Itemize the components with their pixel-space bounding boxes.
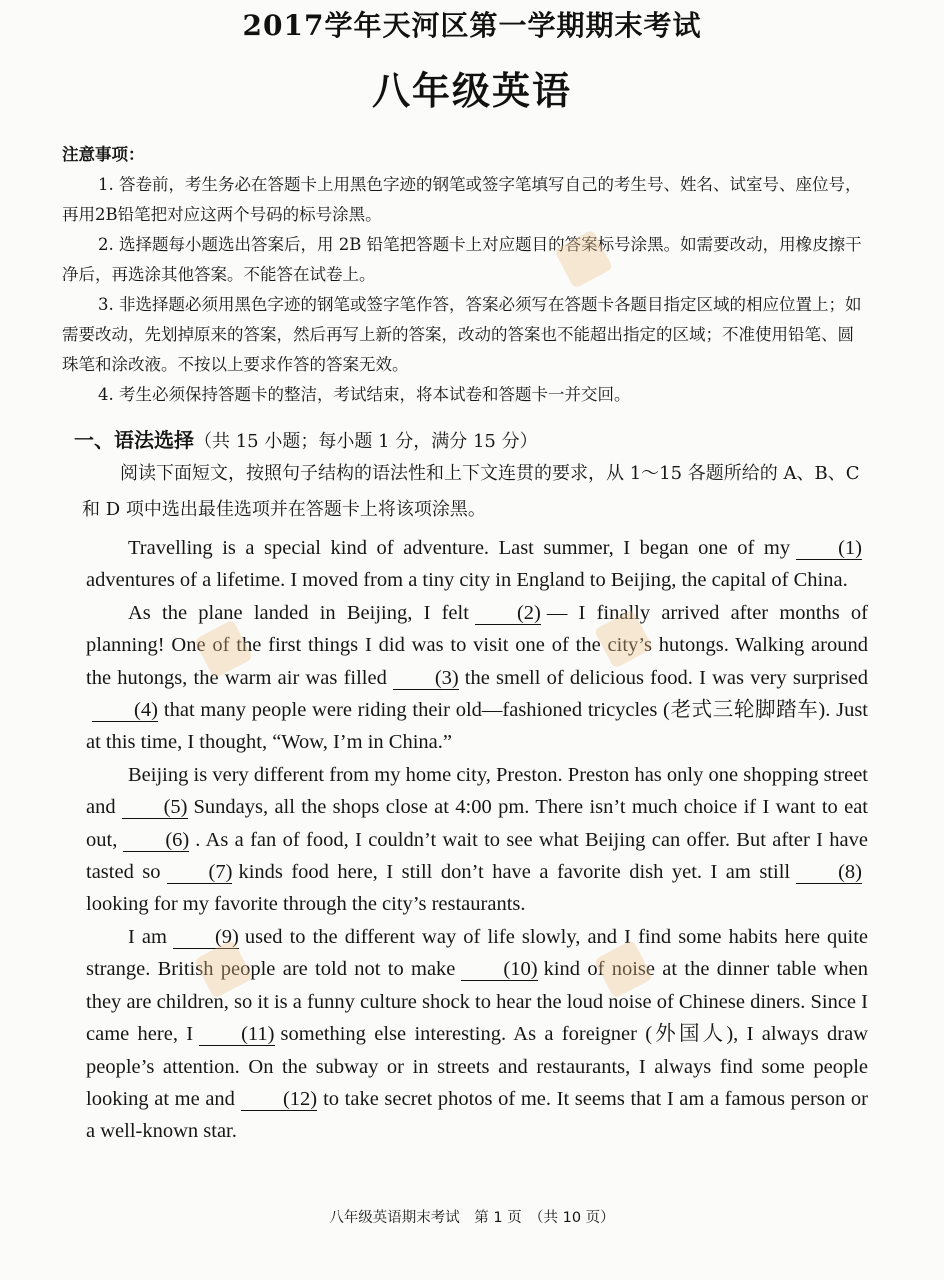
notes-block — [62, 140, 862, 410]
subject-title: 八年级英语 — [371, 68, 572, 113]
answer-blank: (2) — [475, 602, 541, 625]
page-footer: 八年级英语期末考试 第 1 页 （共 10 页） — [329, 1210, 615, 1226]
passage-paragraph — [86, 921, 868, 1148]
passage-text: Beijing is very different from my home city, Preston. Preston has only one shopping street and — [86, 763, 868, 819]
notes-heading: 注意事项： — [62, 145, 145, 164]
answer-blank: (7) — [167, 861, 233, 884]
passage-text: used to the different way of life slowly, and I find some habits here quite strange. British people are told not to make — [86, 925, 869, 981]
answer-blank: (12) — [241, 1088, 317, 1111]
section-heading — [74, 424, 538, 453]
note-item: 2. 选择题每小题选出答案后，用 2B 铅笔把答题卡上对应题目的答案标号涂黑。如需要改动，用橡皮擦干净后，再选涂其他答案。不能答在试卷上。 — [62, 235, 862, 284]
exam-title: 2017学年天河区第一学期期末考试 — [242, 9, 702, 42]
passage-text: . As a fan of food, I couldn’t wait to see what Beijing can offer. But after I have tasted so — [86, 828, 868, 884]
answer-blank: (10) — [461, 958, 537, 981]
passage-text: — I finally arrived after months of planning! One of the first things I did was to visit one of the city’s hutongs. Walking around the hutongs, the warm air was filled — [86, 601, 868, 689]
passage-text: the smell of delicious food. I was very surprised — [464, 666, 868, 689]
answer-blank: (4) — [92, 699, 158, 722]
reading-passage — [86, 532, 868, 1148]
passage-text: As the plane landed in Beijing, I felt — [128, 601, 469, 624]
answer-blank: (1) — [796, 537, 862, 560]
passage-paragraph — [86, 532, 868, 597]
answer-blank: (3) — [393, 667, 459, 690]
passage-text: kind of noise at the dinner table when they are children, so it is a funny culture shock to hear the loud noise of Chinese diners. Since I came here, I — [86, 958, 869, 1046]
passage-text: looking for my favorite through the city’s restaurants. — [86, 893, 526, 916]
passage-text: I am — [128, 925, 167, 948]
section-instruction: 阅读下面短文，按照句子结构的语法性和上下文连贯的要求，从 1～15 各题所给的 A、B、C 和 D 项中选出最佳选项并在答题卡上将该项涂黑。 — [82, 463, 860, 520]
passage-text: adventures of a lifetime. I moved from a tiny city in England to Beijing, the capital of China. — [86, 569, 848, 592]
section-score: （共 15 小题；每小题 1 分，满分 15 分） — [194, 431, 538, 452]
answer-blank: (5) — [122, 796, 188, 819]
passage-paragraph — [86, 597, 868, 759]
note-item: 4. 考生必须保持答题卡的整洁，考试结束，将本试卷和答题卡一并交回。 — [98, 385, 631, 404]
answer-blank: (9) — [173, 926, 239, 949]
passage-text: to take secret photos of me. It seems that I am a famous person or a well-known star. — [86, 1087, 868, 1143]
note-item: 3. 非选择题必须用黑色字迹的钢笔或签字笔作答，答案必须写在答题卡各题目指定区域的相应位置上；如需要改动，先划掉原来的答案，然后再写上新的答案，改动的答案也不能超出指定的区域；不准使用铅笔、圆珠笔和涂改液。不按以上要求作答的答案无效。 — [62, 295, 862, 374]
note-item: 1. 答卷前，考生务必在答题卡上用黑色字迹的钢笔或签字笔填写自己的考生号、姓名、试室号、座位号，再用2B铅笔把对应这两个号码的标号涂黑。 — [62, 175, 862, 224]
answer-blank: (11) — [199, 1023, 274, 1046]
passage-text: kinds food here, I still don’t have a favorite dish yet. I am still — [238, 861, 791, 884]
answer-blank: (6) — [123, 829, 189, 852]
passage-text: Sundays, all the shops close at 4:00 pm. There isn’t much choice if I want to eat out, — [86, 796, 868, 851]
passage-text: that many people were riding their old—fashioned tricycles (老式三轮脚踏车). Just at this time, I thought, “Wow, I’m in China.” — [86, 699, 868, 754]
section-title: 一、语法选择 — [74, 428, 194, 452]
answer-blank: (8) — [796, 861, 862, 884]
passage-paragraph — [86, 759, 868, 921]
passage-text: Travelling is a special kind of adventure. Last summer, I began one of my — [128, 537, 791, 559]
passage-text: something else interesting. As a foreigner (外国人), I always draw people’s attention. On the subway or in streets and restaurants, I always find some people looking at me and — [86, 1023, 869, 1110]
